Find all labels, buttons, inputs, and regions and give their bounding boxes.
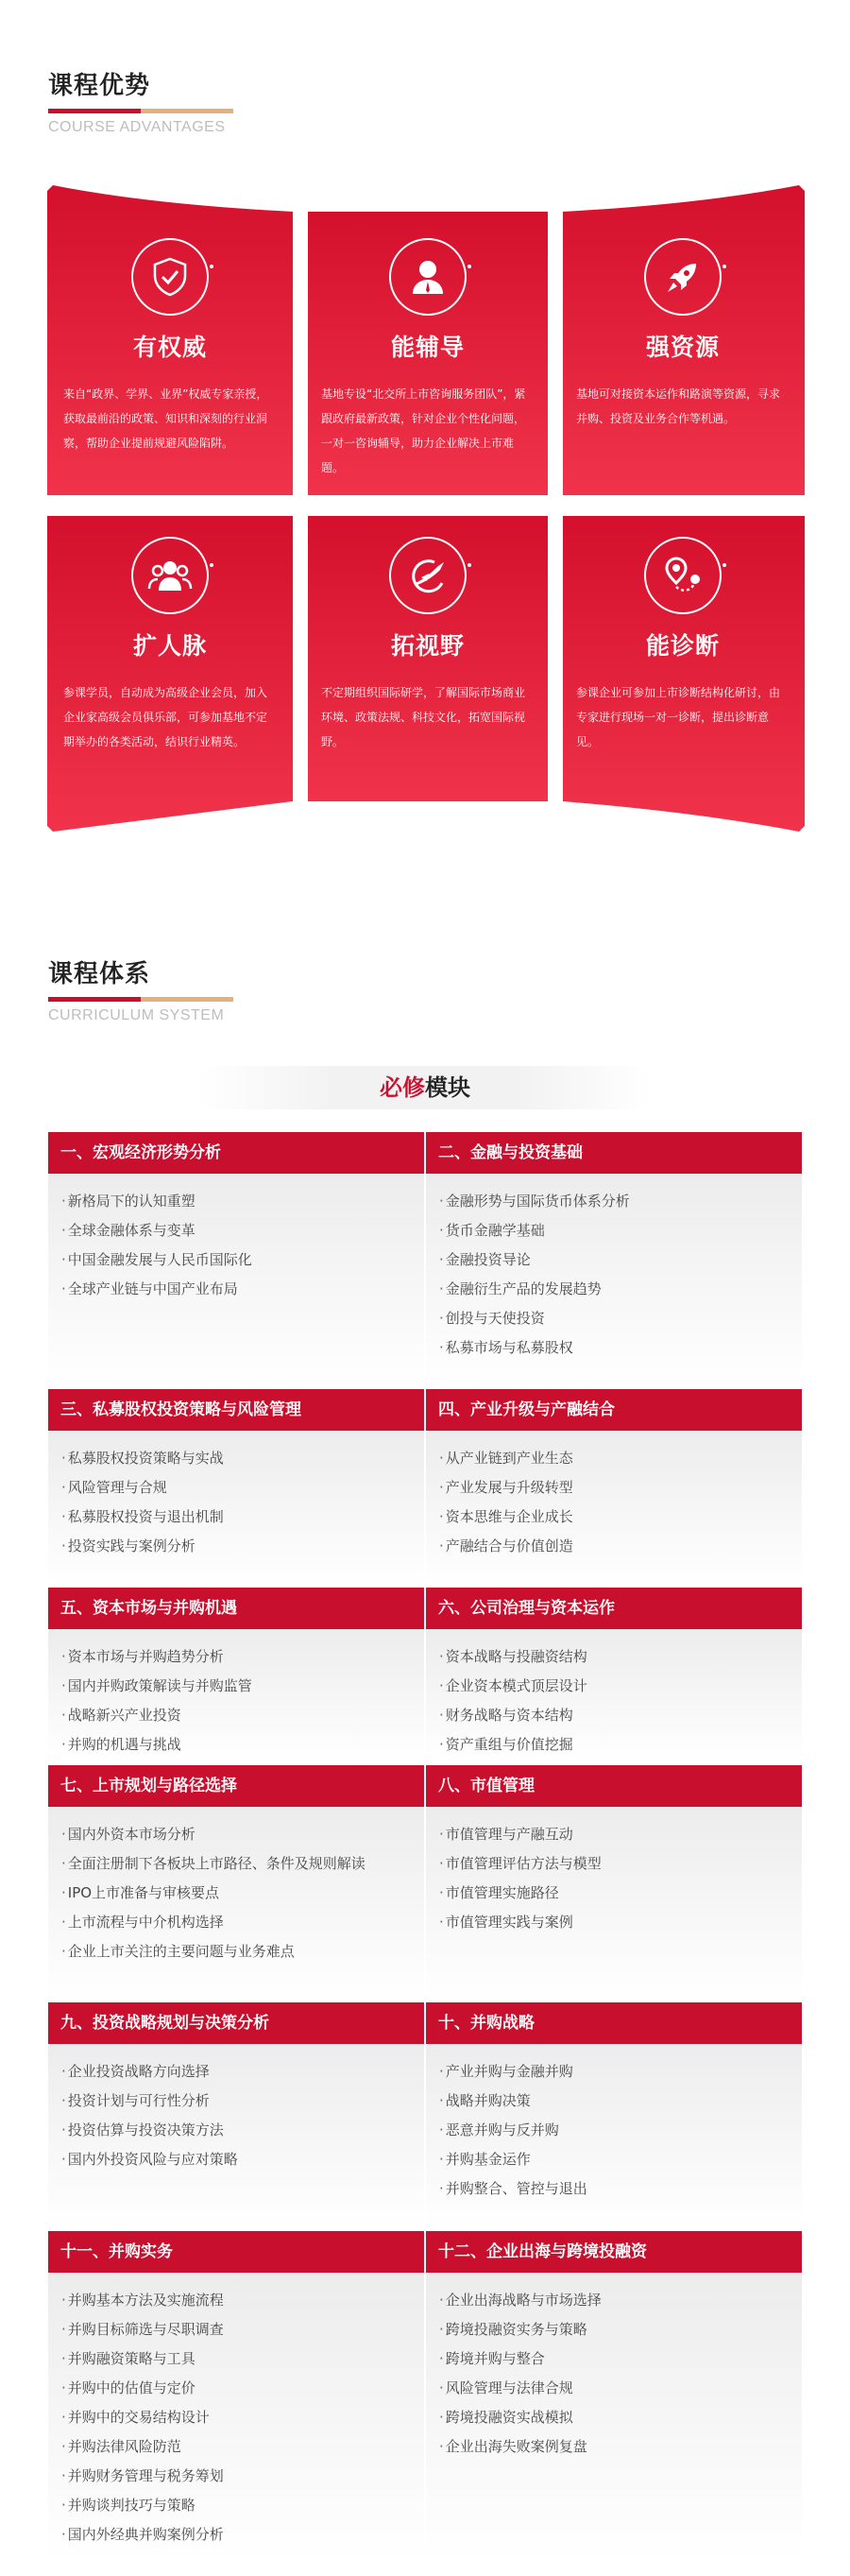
module-card [426, 2002, 802, 2229]
module-card [426, 1389, 802, 1586]
advantage-name: 有权威 [132, 334, 207, 361]
module-title: 五、资本市场与并购机遇 [48, 1588, 424, 1629]
module-item-list [48, 1174, 424, 1387]
module-item: · 产融结合与价值创造 [426, 1532, 802, 1561]
module-item: · 企业出海失败案例复盘 [426, 2432, 802, 2462]
banner-text: 模块 [425, 1074, 470, 1101]
module-title: 四、产业升级与产融结合 [426, 1389, 802, 1431]
module-item: · 并购财务管理与税务筹划 [48, 2462, 424, 2491]
advantage-desc: 参课学员，自动成为高级企业会员，加入企业家高级会员俱乐部，可参加基地不定期举办的各类活动，结识行业精英。 [63, 686, 268, 748]
module-item: · 资本思维与企业成长 [426, 1503, 802, 1532]
module-title: 二、金融与投资基础 [426, 1132, 802, 1174]
module-item: · 全球产业链与中国产业布局 [48, 1275, 424, 1304]
module-item-list [48, 2044, 424, 2229]
title-underline [48, 997, 233, 1002]
module-item-list [48, 1431, 424, 1586]
required-modules-banner [198, 1066, 652, 1109]
advantages-subtitle: COURSE ADVANTAGES [48, 119, 226, 135]
module-card [48, 1765, 424, 2001]
advantage-card [308, 238, 548, 480]
shield-check-icon [131, 238, 209, 316]
module-item-list [426, 2273, 802, 2560]
advantage-desc: 不定期组织国际研学，了解国际市场商业环境、政策法规、科技文化，拓宽国际视野。 [321, 686, 526, 748]
module-item: · 并购基金运作 [426, 2145, 802, 2174]
module-item: · 国内外资本市场分析 [48, 1820, 424, 1849]
module-item: · 跨境投融资实务与策略 [426, 2315, 802, 2344]
module-card [48, 2231, 424, 2560]
advantage-card [308, 537, 548, 754]
module-item: · 跨境投融资实战模拟 [426, 2403, 802, 2432]
module-card [426, 1765, 802, 2001]
module-item-list [426, 1807, 802, 2001]
module-item: · 企业资本模式顶层设计 [426, 1672, 802, 1701]
module-item: · 投资计划与可行性分析 [48, 2087, 424, 2116]
advantage-name: 能诊断 [645, 632, 720, 660]
module-item: · 资本战略与投融资结构 [426, 1642, 802, 1672]
advantages-grid [0, 185, 850, 832]
module-item-list [426, 1174, 802, 1387]
module-title: 十一、并购实务 [48, 2231, 424, 2273]
module-item: · 新格局下的认知重塑 [48, 1187, 424, 1216]
module-item: · 中国金融发展与人民币国际化 [48, 1245, 424, 1275]
module-title: 十、并购战略 [426, 2002, 802, 2044]
module-item: · 国内并购政策解读与并购监管 [48, 1672, 424, 1701]
people-icon [131, 537, 209, 614]
module-item: · 战略并购决策 [426, 2087, 802, 2116]
advantage-card [563, 238, 803, 431]
advantages-title: 课程优势 [48, 72, 151, 100]
module-item: · 并购目标筛选与尽职调查 [48, 2315, 424, 2344]
module-item-list [48, 1807, 424, 2001]
module-title: 一、宏观经济形势分析 [48, 1132, 424, 1174]
module-item: · 并购中的估值与定价 [48, 2374, 424, 2403]
module-item: · 并购基本方法及实施流程 [48, 2286, 424, 2315]
module-item: · 市值管理实践与案例 [426, 1908, 802, 1937]
module-item: · 并购谈判技巧与策略 [48, 2491, 424, 2520]
advantages-header [48, 66, 233, 136]
module-item: · 并购的机遇与挑战 [48, 1730, 424, 1760]
module-item: · 私募股权投资策略与实战 [48, 1444, 424, 1473]
module-item-list [426, 1431, 802, 1586]
module-item: · 财务战略与资本结构 [426, 1701, 802, 1730]
rocket-icon [644, 238, 722, 316]
advantage-desc: 基地专设“北交所上市咨询服务团队”，紧跟政府最新政策，针对企业个性化问题，一对一咨询辅导，助力企业解决上市难题。 [321, 387, 526, 474]
module-item: · 市值管理实施路径 [426, 1879, 802, 1908]
module-item: · 企业投资战略方向选择 [48, 2057, 424, 2087]
module-item: · 并购融资策略与工具 [48, 2344, 424, 2374]
module-card [426, 2231, 802, 2560]
advantage-name: 强资源 [645, 334, 720, 361]
advantage-card [50, 537, 290, 754]
module-item: · 金融投资导论 [426, 1245, 802, 1275]
module-item-list [48, 1629, 424, 1763]
module-item: · 资产重组与价值挖掘 [426, 1730, 802, 1760]
module-title: 十二、企业出海与跨境投融资 [426, 2231, 802, 2273]
module-item: · 国内外投资风险与应对策略 [48, 2145, 424, 2174]
module-item: · 产业并购与金融并购 [426, 2057, 802, 2087]
advantage-card [50, 238, 290, 455]
module-item: · 金融衍生产品的发展趋势 [426, 1275, 802, 1304]
advantage-name: 拓视野 [390, 632, 465, 660]
module-item: · 私募股权投资与退出机制 [48, 1503, 424, 1532]
module-card [48, 2002, 424, 2229]
curriculum-header [48, 954, 233, 1024]
module-item-list [48, 2273, 424, 2560]
module-card [48, 1389, 424, 1586]
advantage-desc: 参课企业可参加上市诊断结构化研讨，由专家进行现场一对一诊断，提出诊断意见。 [576, 686, 781, 748]
module-item: · 企业出海战略与市场选择 [426, 2286, 802, 2315]
module-item: · 市值管理与产融互动 [426, 1820, 802, 1849]
module-title: 三、私募股权投资策略与风险管理 [48, 1389, 424, 1431]
module-item: · 投资估算与投资决策方法 [48, 2116, 424, 2145]
module-item-list [426, 1629, 802, 1763]
module-item-list [426, 2044, 802, 2229]
module-item: · 战略新兴产业投资 [48, 1701, 424, 1730]
map-pin-icon [644, 537, 722, 614]
advantage-name: 扩人脉 [132, 632, 207, 660]
module-item: · 货币金融学基础 [426, 1216, 802, 1245]
module-item: · 从产业链到产业生态 [426, 1444, 802, 1473]
consultant-icon [389, 238, 467, 316]
module-item: · 资本市场与并购趋势分析 [48, 1642, 424, 1672]
module-item: · 创投与天使投资 [426, 1304, 802, 1333]
module-card [426, 1132, 802, 1387]
module-item: · 投资实践与案例分析 [48, 1532, 424, 1561]
advantage-desc: 来自“政界、学界、业界”权威专家亲授，获取最前沿的政策、知识和深刻的行业洞察，帮助企业提前规避风险陷阱。 [63, 387, 268, 450]
module-card [48, 1588, 424, 1763]
advantage-name: 能辅导 [390, 334, 465, 361]
module-title: 九、投资战略规划与决策分析 [48, 2002, 424, 2044]
module-item: · 金融形势与国际货币体系分析 [426, 1187, 802, 1216]
module-item: · 国内外经典并购案例分析 [48, 2520, 424, 2550]
module-title: 八、市值管理 [426, 1765, 802, 1807]
module-item: · 并购整合、管控与退出 [426, 2174, 802, 2204]
advantage-desc: 基地可对接资本运作和路演等资源，寻求并购、投资及业务合作等机遇。 [576, 387, 781, 425]
module-item: · 私募市场与私募股权 [426, 1333, 802, 1363]
curriculum-title: 课程体系 [48, 960, 151, 988]
module-item: · 恶意并购与反并购 [426, 2116, 802, 2145]
banner-highlight: 必修 [380, 1074, 425, 1101]
module-item: · 并购法律风险防范 [48, 2432, 424, 2462]
module-title: 六、公司治理与资本运作 [426, 1588, 802, 1629]
module-item: · 风险管理与法律合规 [426, 2374, 802, 2403]
module-item: · 上市流程与中介机构选择 [48, 1908, 424, 1937]
module-item: · 全面注册制下各板块上市路径、条件及规则解读 [48, 1849, 424, 1879]
module-item: · IPO上市准备与审核要点 [48, 1879, 424, 1908]
globe-plane-icon [389, 537, 467, 614]
module-item: · 产业发展与升级转型 [426, 1473, 802, 1503]
module-item: · 跨境并购与整合 [426, 2344, 802, 2374]
module-item: · 并购中的交易结构设计 [48, 2403, 424, 2432]
module-item: · 企业上市关注的主要问题与业务难点 [48, 1937, 424, 1966]
module-title: 七、上市规划与路径选择 [48, 1765, 424, 1807]
module-item: · 市值管理评估方法与模型 [426, 1849, 802, 1879]
module-card [48, 1132, 424, 1387]
advantage-card [563, 537, 803, 754]
title-underline [48, 109, 233, 113]
module-item: · 全球金融体系与变革 [48, 1216, 424, 1245]
module-card [426, 1588, 802, 1763]
curriculum-subtitle: CURRICULUM SYSTEM [48, 1007, 225, 1023]
module-item: · 风险管理与合规 [48, 1473, 424, 1503]
